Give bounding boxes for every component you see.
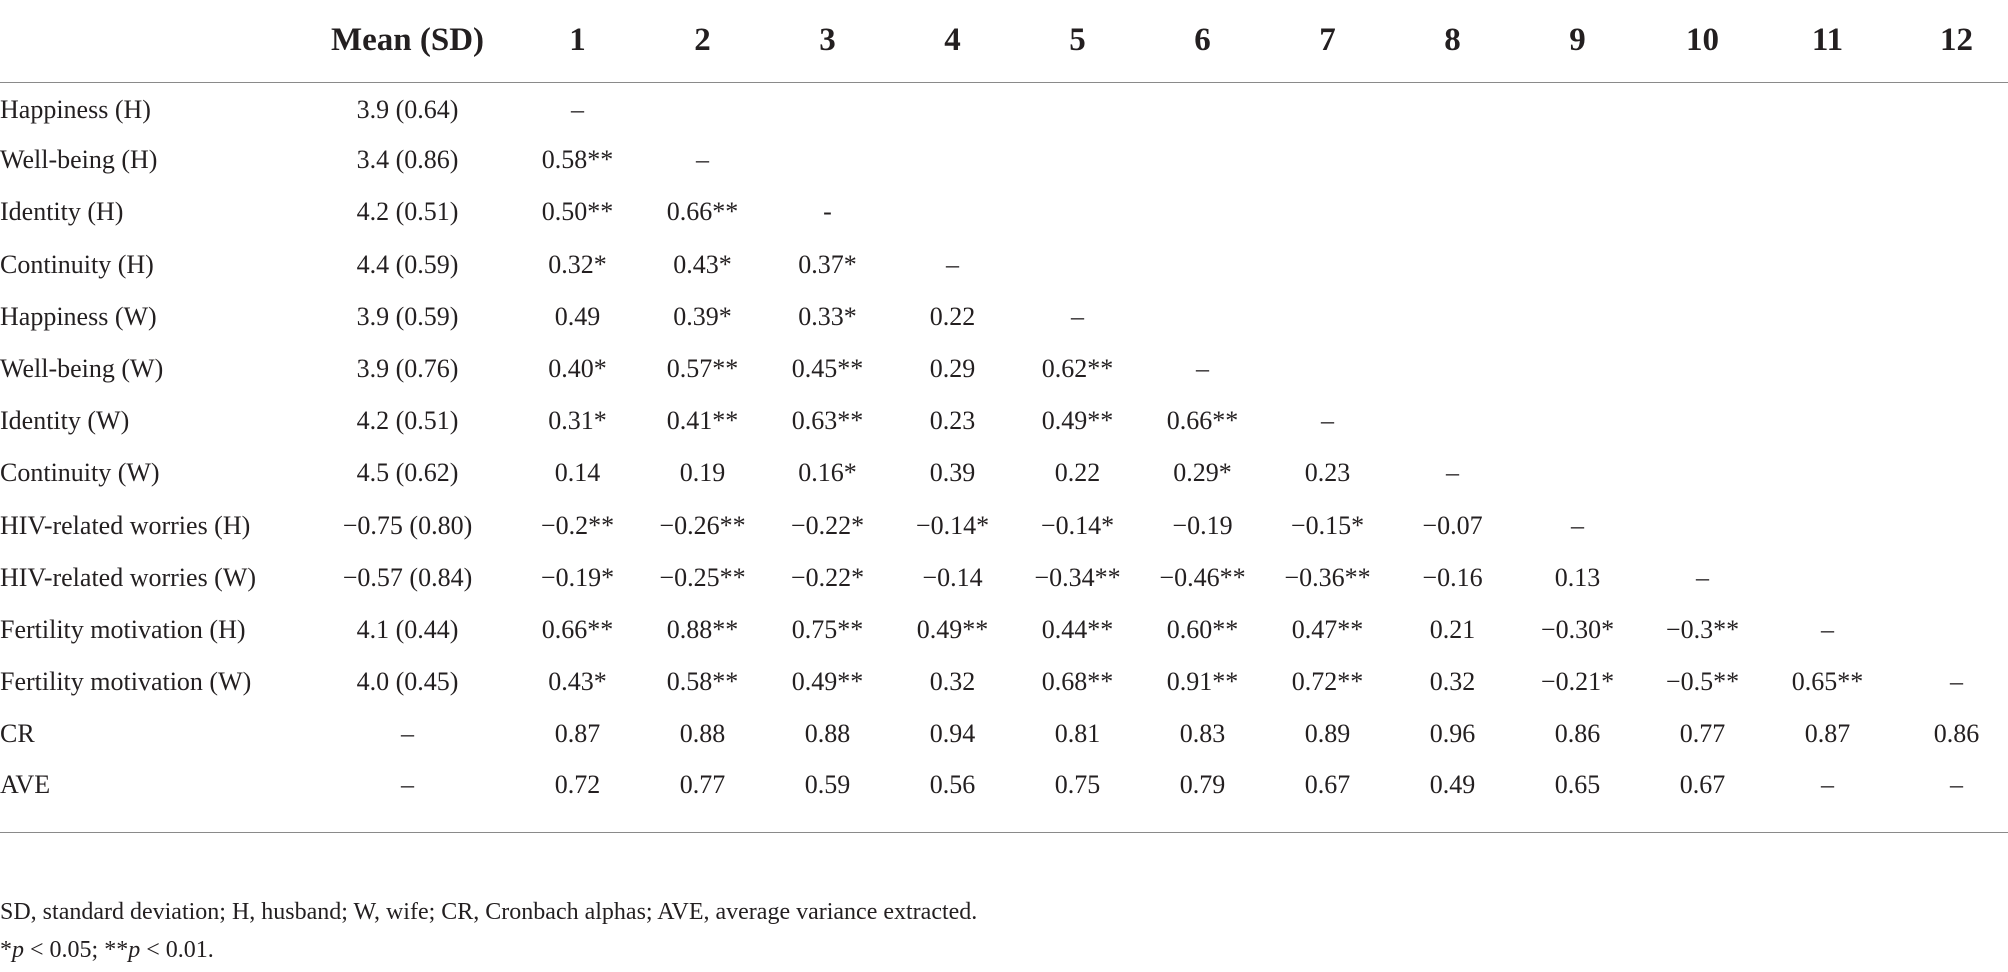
- footnote-star: **: [104, 937, 129, 963]
- row-label: Identity (H): [0, 197, 124, 227]
- mean-sd-cell: 3.9 (0.76): [356, 354, 459, 384]
- correlation-cell: 0.56: [890, 760, 1015, 833]
- correlation-cell: -: [823, 197, 832, 227]
- row-label: AVE: [0, 760, 300, 833]
- correlation-cell: −0.34**: [1034, 562, 1121, 592]
- correlation-cell: −0.19: [1172, 510, 1233, 540]
- correlation-cell: [1640, 447, 1765, 499]
- correlation-cell: –: [1890, 760, 2008, 833]
- correlation-cell: [1765, 134, 1890, 186]
- correlation-cell: 0.16*: [798, 458, 857, 488]
- correlation-cell: [765, 134, 890, 186]
- correlation-cell: [1515, 447, 1640, 499]
- correlation-cell: 0.49**: [791, 667, 864, 697]
- row-label: Continuity (H): [0, 249, 154, 279]
- correlation-cell: [1890, 291, 2008, 343]
- correlation-cell: [1265, 291, 1390, 343]
- row-label: CR: [0, 719, 35, 749]
- correlation-cell: –: [571, 95, 584, 125]
- correlation-cell: 0.47**: [1291, 614, 1364, 644]
- table-footnote-abbreviations: SD, standard deviation; H, husband; W, wife; CR, Cronbach alphas; AVE, average variance extracted.: [0, 899, 978, 925]
- correlation-cell: −0.3**: [1665, 614, 1740, 644]
- correlation-cell: 0.43*: [673, 249, 732, 279]
- mean-sd-cell: −0.57 (0.84): [342, 562, 473, 592]
- mean-sd-cell: 4.0 (0.45): [356, 667, 459, 697]
- header-cell: 8: [1390, 0, 1515, 82]
- correlation-cell: −0.15*: [1290, 510, 1365, 540]
- correlation-cell: [1890, 552, 2008, 604]
- correlation-cell: [1640, 82, 1765, 134]
- correlation-cell: [1890, 239, 2008, 291]
- correlation-cell: 0.68**: [1041, 667, 1114, 697]
- mean-sd-cell: 4.2 (0.51): [356, 197, 459, 227]
- correlation-cell: 0.58**: [666, 667, 739, 697]
- correlation-cell: 0.66**: [1166, 406, 1239, 436]
- header-cell: 3: [765, 0, 890, 82]
- table-row: [0, 186, 2008, 238]
- correlation-cell: 0.91**: [1166, 667, 1239, 697]
- correlation-cell: –: [696, 145, 709, 175]
- footnote-star: *: [0, 937, 12, 963]
- header-cell: 10: [1640, 0, 1765, 82]
- correlation-cell: 0.77: [640, 760, 765, 833]
- correlation-cell: 0.67: [1640, 760, 1765, 833]
- correlation-cell: 0.75**: [791, 614, 864, 644]
- correlation-cell: [1515, 239, 1640, 291]
- correlation-cell: 0.65: [1515, 760, 1640, 833]
- header-cell: 9: [1515, 0, 1640, 82]
- correlation-cell: −0.2**: [540, 510, 615, 540]
- mean-sd-cell: 3.4 (0.86): [356, 145, 459, 175]
- correlation-cell: 0.39*: [673, 301, 732, 331]
- correlation-cell: [1890, 134, 2008, 186]
- table-row: [0, 656, 2008, 708]
- correlation-cell: 0.49: [554, 301, 601, 331]
- correlation-cell: [1765, 82, 1890, 134]
- table-row: [0, 447, 2008, 499]
- correlation-cell: [1390, 239, 1515, 291]
- row-label: Happiness (H): [0, 95, 151, 125]
- correlation-cell: −0.07: [1422, 510, 1483, 540]
- correlation-cell: [1765, 291, 1890, 343]
- correlation-cell: 0.72**: [1291, 667, 1364, 697]
- correlation-cell: –: [1071, 301, 1084, 331]
- correlation-cell: 0.32: [1429, 667, 1476, 697]
- correlation-cell: [1390, 82, 1515, 134]
- correlation-cell: 0.22: [929, 301, 976, 331]
- correlation-cell: [1140, 291, 1265, 343]
- correlation-cell: [1890, 447, 2008, 499]
- correlation-cell: –: [1950, 667, 1963, 697]
- correlation-cell: [1390, 134, 1515, 186]
- correlation-cell: −0.26**: [659, 510, 746, 540]
- correlation-cell: [1015, 186, 1140, 238]
- correlation-cell: 0.65**: [1791, 667, 1864, 697]
- correlation-cell: 0.63**: [791, 406, 864, 436]
- correlation-cell: 0.29*: [1173, 458, 1232, 488]
- correlation-cell: [1265, 186, 1390, 238]
- correlation-cell: 0.67: [1265, 760, 1390, 833]
- correlation-cell: 0.79: [1140, 760, 1265, 833]
- header-cell: 12: [1890, 0, 2008, 82]
- correlation-cell: –: [1821, 614, 1834, 644]
- correlation-cell: 0.29: [929, 354, 976, 384]
- correlation-cell: [1765, 186, 1890, 238]
- correlation-cell: [1015, 82, 1140, 134]
- correlation-cell: 0.49**: [916, 614, 989, 644]
- correlation-cell: [1140, 186, 1265, 238]
- correlation-cell: −0.30*: [1540, 614, 1615, 644]
- correlation-cell: [1015, 134, 1140, 186]
- correlation-cell: [890, 134, 1015, 186]
- correlation-cell: 0.89: [1304, 719, 1351, 749]
- correlation-cell: [1390, 186, 1515, 238]
- correlation-cell: [1640, 291, 1765, 343]
- correlation-cell: [1765, 239, 1890, 291]
- correlation-cell: −0.14: [922, 562, 983, 592]
- mean-sd-cell: 4.1 (0.44): [356, 614, 459, 644]
- correlation-cell: [1765, 343, 1890, 395]
- correlation-cell: [1140, 134, 1265, 186]
- correlation-cell: 0.31*: [548, 406, 607, 436]
- correlation-cell: 0.94: [929, 719, 976, 749]
- table-row: [0, 552, 2008, 604]
- table-row: [0, 604, 2008, 656]
- mean-sd-cell: −0.75 (0.80): [342, 510, 473, 540]
- header-cell: 1: [515, 0, 640, 82]
- header-cell: Mean (SD): [300, 0, 515, 82]
- correlation-cell: [1265, 82, 1390, 134]
- correlation-cell: [1640, 343, 1765, 395]
- correlation-cell: 0.88**: [666, 614, 739, 644]
- row-label: Well-being (H): [0, 145, 158, 175]
- table-row: [0, 82, 2008, 134]
- correlation-cell: 0.19: [679, 458, 726, 488]
- mean-sd-cell: 4.5 (0.62): [356, 458, 459, 488]
- table-row: [0, 760, 2008, 833]
- header-cell: [0, 0, 300, 82]
- correlation-cell: 0.41**: [666, 406, 739, 436]
- mean-sd-cell: 4.2 (0.51): [356, 406, 459, 436]
- table-footnote-significance: [0, 938, 214, 962]
- correlation-cell: 0.87: [1804, 719, 1851, 749]
- correlation-cell: 0.59: [765, 760, 890, 833]
- correlation-cell: −0.25**: [659, 562, 746, 592]
- correlation-cell: –: [1446, 458, 1459, 488]
- correlation-cell: 0.81: [1054, 719, 1101, 749]
- correlation-cell: 0.13: [1554, 562, 1601, 592]
- correlation-cell: [640, 82, 765, 134]
- correlation-cell: [1265, 343, 1390, 395]
- correlation-cell: 0.49**: [1041, 406, 1114, 436]
- correlation-cell: –: [1196, 354, 1209, 384]
- correlation-cell: 0.45**: [791, 354, 864, 384]
- correlation-cell: 0.87: [554, 719, 601, 749]
- correlation-cell: 0.86: [1554, 719, 1601, 749]
- correlation-cell: 0.23: [1304, 458, 1351, 488]
- table-row: [0, 395, 2008, 447]
- correlation-cell: 0.39: [929, 458, 976, 488]
- row-label: Happiness (W): [0, 301, 157, 331]
- table-row: [0, 291, 2008, 343]
- row-label: Fertility motivation (W): [0, 667, 252, 697]
- correlation-cell: 0.33*: [798, 301, 857, 331]
- correlation-cell: 0.72: [515, 760, 640, 833]
- header-cell: 5: [1015, 0, 1140, 82]
- correlation-cell: 0.23: [929, 406, 976, 436]
- correlation-cell: [1890, 82, 2008, 134]
- correlation-cell: 0.62**: [1041, 354, 1114, 384]
- correlation-cell: –: [1321, 406, 1334, 436]
- correlation-cell: [1890, 500, 2008, 552]
- correlation-cell: 0.49: [1390, 760, 1515, 833]
- correlation-cell: [1515, 82, 1640, 134]
- correlation-cell: 0.96: [1429, 719, 1476, 749]
- header-cell: 4: [890, 0, 1015, 82]
- correlation-cell: –: [1765, 760, 1890, 833]
- correlation-cell: 0.75: [1015, 760, 1140, 833]
- correlation-cell: 0.57**: [666, 354, 739, 384]
- correlation-cell: −0.22*: [790, 562, 865, 592]
- table-row: [0, 134, 2008, 186]
- correlation-cell: 0.60**: [1166, 614, 1239, 644]
- row-label: Identity (W): [0, 406, 130, 436]
- footnote-text: < 0.05;: [24, 937, 105, 963]
- header-cell: 11: [1765, 0, 1890, 82]
- correlation-cell: [1765, 500, 1890, 552]
- header-cell: 2: [640, 0, 765, 82]
- row-label: Fertility motivation (H): [0, 614, 246, 644]
- correlation-cell: 0.32*: [548, 249, 607, 279]
- row-label: HIV-related worries (H): [0, 510, 251, 540]
- correlation-cell: [1265, 239, 1390, 291]
- correlation-cell: [1140, 82, 1265, 134]
- mean-sd-cell: –: [401, 719, 414, 749]
- table-row: [0, 343, 2008, 395]
- correlation-cell: −0.19*: [540, 562, 615, 592]
- table-row: [0, 239, 2008, 291]
- correlation-cell: [1640, 500, 1765, 552]
- correlation-cell: 0.14: [554, 458, 601, 488]
- correlation-cell: 0.44**: [1041, 614, 1114, 644]
- footnote-text: < 0.01.: [140, 937, 214, 963]
- table-header-row: [0, 0, 2008, 82]
- correlation-cell: [1015, 239, 1140, 291]
- footnote-p-symbol: p: [12, 937, 24, 963]
- row-label: HIV-related worries (W): [0, 562, 257, 592]
- correlation-cell: [1515, 186, 1640, 238]
- correlation-cell: [1265, 134, 1390, 186]
- correlation-cell: [1515, 134, 1640, 186]
- correlation-cell: [1765, 447, 1890, 499]
- row-label: Continuity (W): [0, 458, 160, 488]
- correlation-cell: [1515, 395, 1640, 447]
- correlation-cell: 0.86: [1933, 719, 1980, 749]
- correlation-cell: [1890, 604, 2008, 656]
- row-label: Well-being (W): [0, 354, 164, 384]
- correlation-cell: [1890, 395, 2008, 447]
- mean-sd-cell: 4.4 (0.59): [356, 249, 459, 279]
- correlation-cell: 0.77: [1679, 719, 1726, 749]
- mean-sd-cell: 3.9 (0.64): [356, 95, 459, 125]
- correlation-cell: −0.36**: [1284, 562, 1371, 592]
- correlation-cell: [1390, 343, 1515, 395]
- correlation-cell: −0.14*: [1040, 510, 1115, 540]
- header-cell: 6: [1140, 0, 1265, 82]
- correlation-cell: 0.66**: [541, 614, 614, 644]
- correlation-cell: [1640, 239, 1765, 291]
- correlation-cell: −0.16: [1422, 562, 1483, 592]
- correlation-cell: –: [1696, 562, 1709, 592]
- correlation-cell: 0.88: [804, 719, 851, 749]
- correlation-cell: [1765, 552, 1890, 604]
- correlation-cell: –: [1571, 510, 1584, 540]
- correlation-cell: [1515, 291, 1640, 343]
- correlation-cell: [890, 186, 1015, 238]
- correlation-cell: [890, 82, 1015, 134]
- correlation-cell: 0.58**: [541, 145, 614, 175]
- correlation-cell: [1140, 239, 1265, 291]
- correlation-cell: 0.66**: [666, 197, 739, 227]
- correlation-cell: 0.43*: [548, 667, 607, 697]
- correlation-cell: [1515, 343, 1640, 395]
- header-cell: 7: [1265, 0, 1390, 82]
- correlation-cell: [765, 82, 890, 134]
- footnote-p-symbol: p: [128, 937, 141, 963]
- correlation-cell: [1765, 395, 1890, 447]
- table-row: [0, 500, 2008, 552]
- correlation-cell: −0.5**: [1665, 667, 1740, 697]
- correlation-cell: 0.50**: [541, 197, 614, 227]
- correlation-cell: [1640, 134, 1765, 186]
- correlation-cell: 0.32: [929, 667, 976, 697]
- correlation-cell: −0.14*: [915, 510, 990, 540]
- correlation-cell: 0.40*: [548, 354, 607, 384]
- correlation-cell: [1890, 186, 2008, 238]
- table-row: [0, 708, 2008, 760]
- correlation-cell: 0.83: [1179, 719, 1226, 749]
- correlation-cell: [1390, 291, 1515, 343]
- correlation-cell: 0.21: [1429, 614, 1476, 644]
- correlation-cell: [1890, 343, 2008, 395]
- correlation-cell: [1640, 395, 1765, 447]
- correlation-cell: [1640, 186, 1765, 238]
- correlation-cell: −0.21*: [1540, 667, 1615, 697]
- correlation-cell: [1390, 395, 1515, 447]
- correlation-cell: −0.22*: [790, 510, 865, 540]
- mean-sd-cell: 3.9 (0.59): [356, 301, 459, 331]
- correlation-cell: –: [946, 249, 959, 279]
- correlation-cell: 0.88: [679, 719, 726, 749]
- correlation-cell: 0.22: [1054, 458, 1101, 488]
- correlation-cell: 0.37*: [798, 249, 857, 279]
- mean-sd-cell: –: [300, 760, 515, 833]
- correlation-cell: −0.46**: [1159, 562, 1246, 592]
